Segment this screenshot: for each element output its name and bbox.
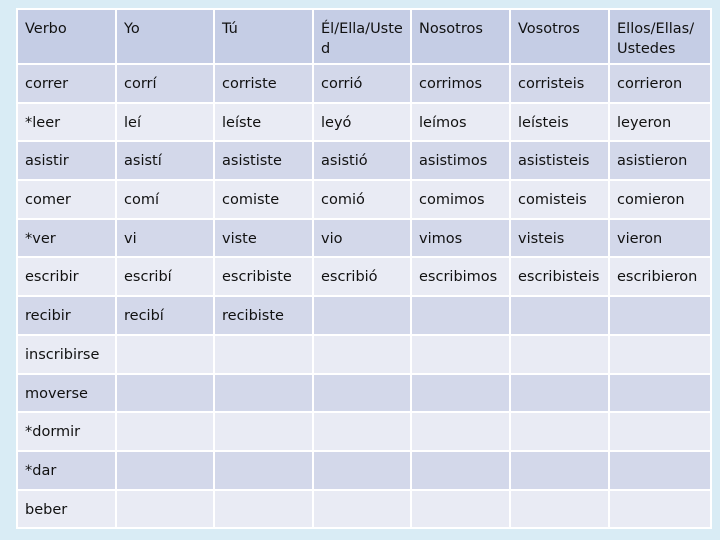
verb-cell: beber <box>17 490 116 529</box>
conjugation-cell: escribisteis <box>510 257 609 296</box>
conjugation-cell <box>411 490 510 529</box>
conjugation-cell <box>609 412 711 451</box>
conjugation-cell <box>510 451 609 490</box>
conjugation-cell <box>411 296 510 335</box>
conjugation-cell: recibí <box>116 296 214 335</box>
conjugation-cell <box>214 490 313 529</box>
conjugation-cell: corrí <box>116 64 214 103</box>
conjugation-cell: leísteis <box>510 103 609 142</box>
verb-cell: correr <box>17 64 116 103</box>
conjugation-cell <box>313 335 411 374</box>
conjugation-cell: comí <box>116 180 214 219</box>
table-row <box>17 412 711 451</box>
conjugation-cell <box>116 374 214 413</box>
conjugation-cell: asististeis <box>510 141 609 180</box>
conjugation-cell: asististe <box>214 141 313 180</box>
conjugation-cell: escribimos <box>411 257 510 296</box>
conjugation-cell: escribieron <box>609 257 711 296</box>
table-row <box>17 219 711 258</box>
conjugation-cell <box>510 412 609 451</box>
conjugation-cell: leyeron <box>609 103 711 142</box>
conjugation-cell: corrimos <box>411 64 510 103</box>
conjugation-cell: visteis <box>510 219 609 258</box>
verb-cell: recibir <box>17 296 116 335</box>
conjugation-cell: corristeis <box>510 64 609 103</box>
header-cell-tu: Tú <box>214 9 313 64</box>
table-row <box>17 451 711 490</box>
conjugation-cell: asistió <box>313 141 411 180</box>
conjugation-cell: viste <box>214 219 313 258</box>
conjugation-cell <box>214 335 313 374</box>
header-cell-el-ella-usted: Él/Ella/Usted <box>313 9 411 64</box>
verb-cell: inscribirse <box>17 335 116 374</box>
conjugation-cell: comiste <box>214 180 313 219</box>
conjugation-cell: vimos <box>411 219 510 258</box>
header-cell-ellos-ellas-ustedes: Ellos/Ellas/Ustedes <box>609 9 711 64</box>
conjugation-cell: comieron <box>609 180 711 219</box>
conjugation-cell <box>609 490 711 529</box>
table-row <box>17 257 711 296</box>
header-cell-yo: Yo <box>116 9 214 64</box>
conjugation-cell <box>609 374 711 413</box>
conjugation-cell: corrieron <box>609 64 711 103</box>
conjugation-cell: leí <box>116 103 214 142</box>
conjugation-cell: leímos <box>411 103 510 142</box>
conjugation-cell: asistieron <box>609 141 711 180</box>
conjugation-cell <box>411 412 510 451</box>
conjugation-cell <box>116 412 214 451</box>
conjugation-table <box>16 8 712 529</box>
verb-cell: *dar <box>17 451 116 490</box>
conjugation-cell <box>214 451 313 490</box>
conjugation-cell: asistimos <box>411 141 510 180</box>
conjugation-cell: leyó <box>313 103 411 142</box>
table-row <box>17 296 711 335</box>
conjugation-cell <box>313 374 411 413</box>
conjugation-cell: comió <box>313 180 411 219</box>
conjugation-cell: escribiste <box>214 257 313 296</box>
conjugation-cell <box>609 296 711 335</box>
conjugation-cell <box>411 451 510 490</box>
conjugation-cell <box>510 296 609 335</box>
conjugation-cell <box>510 374 609 413</box>
verb-cell: moverse <box>17 374 116 413</box>
conjugation-cell: vi <box>116 219 214 258</box>
table-row <box>17 180 711 219</box>
verb-cell: escribir <box>17 257 116 296</box>
conjugation-cell: comisteis <box>510 180 609 219</box>
conjugation-cell: vieron <box>609 219 711 258</box>
conjugation-cell <box>214 374 313 413</box>
table-row <box>17 335 711 374</box>
conjugation-cell <box>214 412 313 451</box>
table-row <box>17 141 711 180</box>
verb-cell: *dormir <box>17 412 116 451</box>
conjugation-cell: recibiste <box>214 296 313 335</box>
table-row <box>17 490 711 529</box>
conjugation-cell <box>510 490 609 529</box>
conjugation-cell <box>313 490 411 529</box>
conjugation-cell: leíste <box>214 103 313 142</box>
header-cell-vosotros: Vosotros <box>510 9 609 64</box>
conjugation-cell: corrió <box>313 64 411 103</box>
conjugation-cell <box>609 451 711 490</box>
header-cell-nosotros: Nosotros <box>411 9 510 64</box>
conjugation-cell: comimos <box>411 180 510 219</box>
conjugation-cell <box>510 335 609 374</box>
conjugation-cell: escribió <box>313 257 411 296</box>
verb-cell: comer <box>17 180 116 219</box>
conjugation-cell <box>116 490 214 529</box>
table-row <box>17 374 711 413</box>
conjugation-cell <box>116 335 214 374</box>
conjugation-cell <box>116 451 214 490</box>
table-row <box>17 103 711 142</box>
conjugation-cell <box>411 335 510 374</box>
header-row <box>17 9 711 64</box>
conjugation-table-body <box>17 9 711 528</box>
conjugation-cell <box>411 374 510 413</box>
verb-cell: asistir <box>17 141 116 180</box>
table-row <box>17 64 711 103</box>
conjugation-cell: escribí <box>116 257 214 296</box>
header-cell-verbo: Verbo <box>17 9 116 64</box>
conjugation-cell: vio <box>313 219 411 258</box>
verb-cell: *ver <box>17 219 116 258</box>
verb-cell: *leer <box>17 103 116 142</box>
conjugation-cell <box>609 335 711 374</box>
conjugation-cell <box>313 451 411 490</box>
conjugation-cell: asistí <box>116 141 214 180</box>
conjugation-cell <box>313 296 411 335</box>
conjugation-cell: corriste <box>214 64 313 103</box>
conjugation-cell <box>313 412 411 451</box>
